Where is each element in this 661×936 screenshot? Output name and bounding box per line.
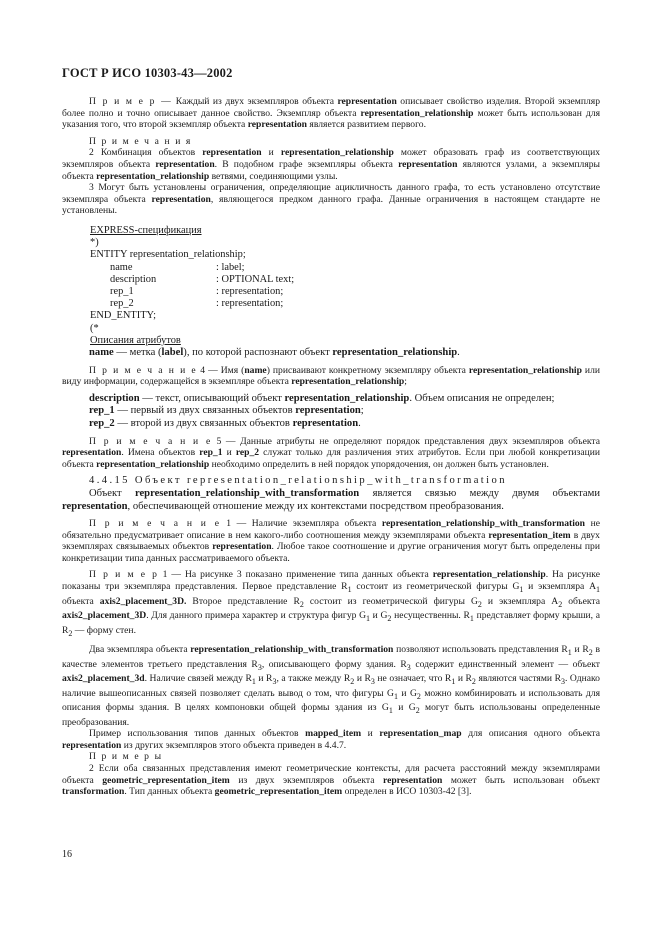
express-end: END_ENTITY;: [90, 310, 156, 322]
two-instances-paragraph: Два экземпляра объекта representation_relationship_with_transformation позволяют использовать представления $R_1$ и $R_2$ в качестве элементов третьего представления $R_3$, описывающего форму здания. $R_3$ содержит единственный элемент — объект axis2_placement_3d. Наличие связей между $R_1$ и $R_3$, а также между $R_2$ и $R_3$ не означает, что $R_1$ и $R_2$ являются частями $R_3$. Однако наличие вышеописанных связей позволяет сделать вывод о том, что фигуры $G_1$ и $G_2$ можно комбинировать и использовать для описания формы здания. В целях компоновки общей формы здания из $G_1$ и $G_2$ могут быть использованы определенные преобразования.: [62, 644, 601, 728]
clause-text: Объект representation_relationship_with_transformation является связью между двумя объектами representation, обеспечивающей отношение между их контекстами посредством преобразования.: [62, 487, 600, 512]
document-body: [62, 96, 600, 798]
express-close: (*: [90, 322, 99, 334]
example-1-transformation: П р и м е р 1 — На рисунке 3 показано применение типа данных объекта representation_relationship. На рисунке показаны три экземпляра представления. Первое представление $R_1$ состоит из геометрической фигуры $G_1$ и экземпляра $A_1$ объекта axis2_placement_3D. Второе представление $R_2$ состоит из геометрической фигуры $G_2$ и экземпляра $A_2$ объекта axis2_placement_3D. Для данного примера характер и структура фигур $G_1$ и $G_2$ несущественны. $R_1$ представляет форму крыши, а $R_2$ — форму стен.: [62, 569, 601, 638]
attribute-descriptions-heading: Описания атрибутов: [90, 334, 181, 346]
attr-rep2-description: rep_2 — второй из двух связанных объектов representation.: [89, 417, 361, 429]
express-open: *): [90, 237, 99, 249]
note-3: 3 Могут быть установлены ограничения, определяющие ацикличность данного графа, то есть установлено отсутствие экземпляра объекта representation, являющегося предком данного графа. Данные ограничения в настоящем стандарте не установлены.: [62, 182, 600, 217]
attr-name-description: name — метка (label), по которой распознают объект representation_relationship.: [89, 346, 460, 358]
note-4: П р и м е ч а н и е 4 — Имя (name) присваивают конкретному экземпляру объекта representation_relationship или виду информации, содержащейся в экземпляре объекта representation_relationship;: [62, 364, 600, 388]
note-2: 2 Комбинация объектов representation и representation_relationship может образовать граф из соответствующих экземпляров объекта representation. В подобном графе экземпляры объекта representation являются узлами, а экземпляры объекта representation_relationship ветвями, соединяющими узлы.: [62, 147, 600, 182]
mapped-item-paragraph: Пример использования типов данных объектов mapped_item и representation_map для описания одного объекта representation из других экземпляров этого объекта приведен в 4.4.7.: [62, 728, 601, 751]
attr-description-description: description — текст, описывающий объект representation_relationship. Объем описания не определен;: [89, 392, 555, 404]
example-paragraph: П р и м е р — Каждый из двух экземпляров объекта representation описывает свойство изделия. Второй экземпляр более полно и точно описывает данное свойство. Экземпляр объекта representation_relationship может быть использован для указания того, что второй экземпляр объекта representation является развитием первого.: [62, 96, 600, 131]
example-2: 2 Если оба связанных представления имеют геометрические контексты, для расчета расстояний между экземплярами объекта geometric_representation_item из двух экземпляров объекта representation может быть использован объект transformation. Тип данных объекта geometric_representation_item определен в ИСО 10303-42 [3].: [62, 762, 600, 798]
document-header: ГОСТ Р ИСО 10303-43—2002: [62, 66, 233, 80]
express-attr: rep_1 : representation;: [110, 285, 284, 297]
page-number: 16: [62, 849, 72, 860]
express-attr: description : OPTIONAL text;: [110, 273, 295, 285]
express-attr: name : label;: [110, 261, 245, 273]
note-5: П р и м е ч а н и е 5 — Данные атрибуты не определяют порядок представления двух экземпляров объекта representation. Имена объектов rep_1 и rep_2 служат только для различения этих атрибутов. Если при любой конкретизации объекта representation_relationship необходимо определить в ней порядок упорядочения, он должен быть установлен.: [62, 435, 600, 470]
express-entity: ENTITY representation_relationship;: [90, 249, 246, 261]
examples-heading: П р и м е р ы: [89, 751, 163, 763]
notes-heading: П р и м е ч а н и я: [89, 135, 192, 147]
express-specification: [90, 225, 600, 347]
note-1-transformation: П р и м е ч а н и е 1 — Наличие экземпляра объекта representation_relationship_with_transformation не обязательно предусматривает описание в нем какого-либо соотношения между экземплярами объекта representation_item в двух экземплярах связываемых объектов representation. Любое такое соотношение и другие ограничения могут быть определены при конкретизации типа данных рассматриваемого объекта.: [62, 518, 600, 564]
clause-heading: 4.4.15 Объект representation_relationship_with_transformation: [89, 475, 507, 487]
express-attr: rep_2 : representation;: [110, 298, 284, 310]
attr-rep1-description: rep_1 — первый из двух связанных объектов representation;: [89, 405, 364, 417]
express-heading: EXPRESS-спецификация: [90, 224, 202, 236]
